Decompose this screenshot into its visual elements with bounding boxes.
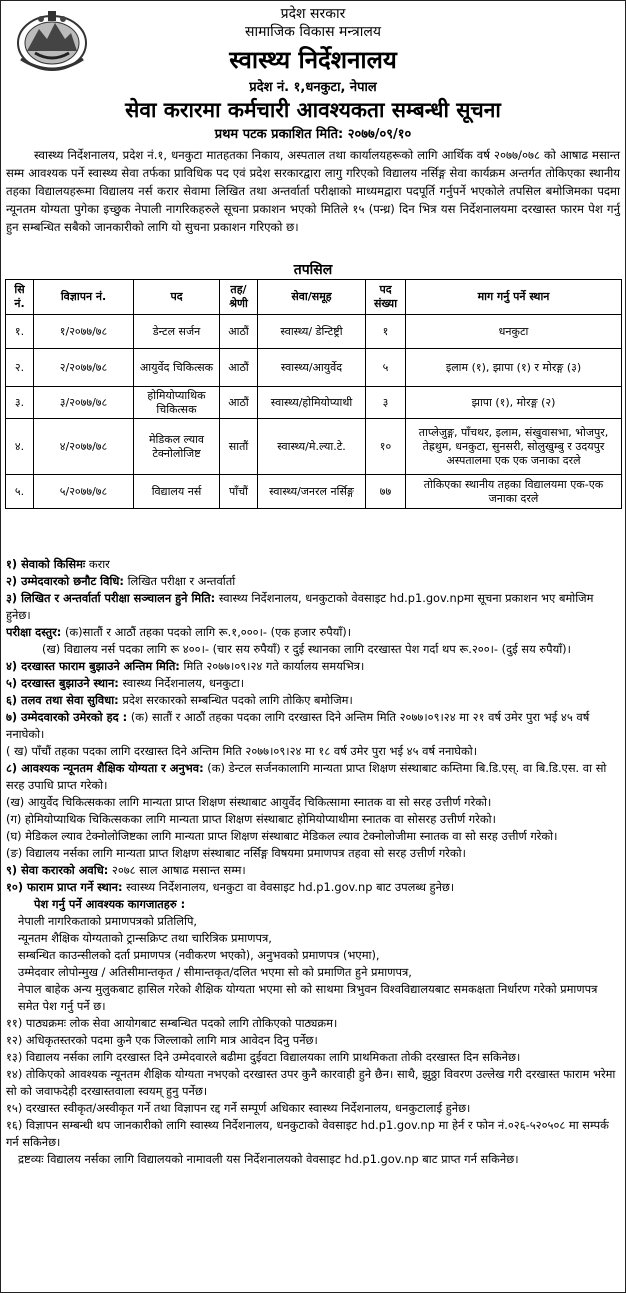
table-row — [6, 315, 622, 349]
cell: १. — [6, 315, 34, 349]
item-text: (ङ) विद्यालय नर्सका लागि मान्यता प्राप्त शिक्षण संस्थाबाट नर्सिङ्ग विषयमा प्रमाणपत्र तहवा सो सरह उत्तीर्ण गरेको। — [6, 846, 466, 860]
item-authority — [6, 1100, 620, 1117]
cell: १/२०७७/७८ — [34, 315, 134, 349]
cell: ७७ — [366, 475, 406, 509]
col-location: माग गर्नु पर्ने स्थान — [406, 280, 622, 315]
cell: ३. — [6, 387, 34, 419]
vacancy-table — [5, 279, 622, 509]
item-age-limit — [6, 709, 620, 743]
item-text: स्वास्थ्य निर्देशनालय, धनकुटाको वेवसाइट hd.p1.gov.npमा सूचना प्रकाशन भए बमोजिम हुनेछ। — [6, 591, 594, 622]
document-item — [6, 913, 620, 930]
item-text: १२) अधिकृतस्तरको पदमा कुनै एक जिल्लाको लागि मात्र आवेदन दिनु पर्नेछ। — [6, 1033, 318, 1047]
table-row — [6, 475, 622, 509]
cell: २/२०७७/७८ — [34, 349, 134, 387]
item-text: (क) डेन्टल सर्जनकालागि मान्यता प्राप्त शिक्षण संस्थाबाट कम्तिमा बि.डि.एस्. वा बि.डि.एस. वा सो सरह उपाधि प्राप्त गरेको। — [6, 761, 607, 792]
cell: धनकुटा — [406, 315, 622, 349]
cell: ताप्लेजुङ्ग, पाँचथर, इलाम, संखुवासभा, भोजपुर, तेह्रथुम, धनकुटा, सुनसरी, सोलुखुम्बु र उदयपुर अस्पतालमा एक एक जनाका दरले — [406, 419, 622, 475]
cell: स्वास्थ्य/जनरल नर्सिङ्ग — [258, 475, 366, 509]
item-label: ९) सेवा करारको अवधि: — [6, 863, 109, 877]
item-documents-heading — [6, 896, 620, 913]
notice-header — [1, 1, 625, 142]
cell: ५. — [6, 475, 34, 509]
cell: ४. — [6, 419, 34, 475]
item-text: करार — [85, 557, 110, 571]
col-post-count: पद संख्या — [366, 280, 406, 315]
item-exam-fee — [6, 624, 620, 641]
item-text: १३) विद्यालय नर्सका लागि दरखास्त दिने उम्मेदवारले बढीमा दुईवटा विद्यालयका लागि प्राथमिकता तोकी दरखास्त दिन सकिनेछ। — [6, 1050, 521, 1064]
cell: पाँचौं — [220, 475, 258, 509]
item-text: ( ख) पाँचौं तहका पदका लागि दरखास्त दिने अन्तिम मिति २०७७।०९।२४ मा १८ वर्ष उमेर पुरा भई ४५ वर्ष ननाघेको। — [6, 744, 478, 758]
item-label: ७) उम्मेदवारको उमेरको हद : — [6, 710, 128, 724]
item-syllabus — [6, 1015, 620, 1032]
item-text: (ख) आयुर्वेद चिकित्सकका लागि मान्यता प्राप्त शिक्षण संस्थाबाट आयुर्वेद चिकित्सामा स्नातक वा सो सरह उत्तीर्ण गरेको। — [6, 795, 492, 809]
item-qualification-e — [6, 845, 620, 862]
item-text: लिखित परीक्षा र अन्तर्वार्ता — [123, 574, 236, 588]
item-qualification-c — [6, 811, 620, 828]
item-text: (क) सातौं र आठौं तहका पदका लागि दरखास्त दिने अन्तिम मिति २०७७।०९।२४ मा २१ वर्ष उमेर पुरा भई ४५ वर्ष ननाघेको। — [6, 710, 590, 741]
publish-date: प्रथम पटक प्रकाशित मिति: २०७७/०९/१० — [214, 127, 412, 142]
cell: आठौं — [220, 387, 258, 419]
cell: विद्यालय नर्स — [134, 475, 220, 509]
notice-title: सेवा करारमा कर्मचारी आवश्यकता सम्बन्धी सूचना — [125, 98, 501, 122]
item-contract-period — [6, 862, 620, 879]
cell: स्वास्थ्य/ डेन्टिष्ट्री — [258, 315, 366, 349]
province-government-label: प्रदेश सरकार — [280, 6, 346, 22]
table-row — [6, 419, 622, 475]
cell: इलाम (१), झापा (१) र मोरङ्ग (३) — [406, 349, 622, 387]
table-row — [6, 387, 622, 419]
item-text: (ग) होमियोप्याथिक चिकित्सकका लागि मान्यता प्राप्त शिक्षण संस्थाबाट होमियोप्याथीमा स्नातक वा सोसरह उत्तीर्ण गरेको। — [6, 812, 496, 826]
item-label: १) सेवाको किसिमः — [6, 557, 86, 571]
cell: आयुर्वेद चिकित्सक — [134, 349, 220, 387]
item-form-place — [6, 879, 620, 896]
item-invalid-application — [6, 1066, 620, 1100]
item-salary — [6, 692, 620, 709]
item-text: नेपाल बाहेक अन्य मुलुकबाट हासिल गरेको शैक्षिक योग्यता भएमा सो को साथमा त्रिभुवन विश्वविद्यालयबाट समकक्षता निर्धारण गरेको प्रमाणपत्र समेत पेश गर्नु पर्ने छ। — [18, 982, 598, 1013]
item-qualification — [6, 760, 620, 794]
item-text: स्वास्थ्य निर्देशनालय, धनकुटा वा वेवसाइट hd.p1.gov.np बाट उपलब्ध हुनेछ। — [122, 880, 455, 894]
item-exam-fee-b — [6, 641, 620, 658]
item-text: प्रदेश सरकारको सम्बन्धित पदको लागि तोकिए बमोजिम। — [118, 693, 353, 707]
ministry-label: सामाजिक विकास मन्त्रालय — [245, 24, 381, 40]
cell: ३ — [366, 387, 406, 419]
cell: ५ — [366, 349, 406, 387]
item-text: (घ) मेडिकल ल्याव टेक्नोलोजिष्टका लागि मान्यता प्राप्त शिक्षण संस्थाबाट मेडिकल ल्याव टेक्नोलोजीमा स्नातक वा सो सरह उत्तीर्ण गरेको। — [6, 829, 558, 843]
col-serial: सि नं. — [6, 280, 34, 315]
item-qualification-b — [6, 794, 620, 811]
item-text: न्यूनतम शैक्षिक योग्यताको ट्रान्सक्रिप्ट तथा चारित्रिक प्रमाणपत्र, — [18, 931, 272, 945]
table-row — [6, 349, 622, 387]
item-text: स्वास्थ्य निर्देशनालय, धनकुटा। — [118, 676, 245, 690]
office-title: स्वास्थ्य निर्देशनालय — [229, 46, 397, 74]
document-item — [6, 981, 620, 1015]
item-text: मिति २०७७।०९।२४ गते कार्यालय समयभित्र। — [179, 659, 365, 673]
office-address: प्रदेश नं. १,धनकुटा, नेपाल — [249, 80, 377, 95]
cell: आठौं — [220, 349, 258, 387]
item-exam-date — [6, 590, 620, 624]
cell: स्वास्थ्य/आयुर्वेद — [258, 349, 366, 387]
item-label: २) उम्मेदवारको छनौट विधि: — [6, 574, 124, 588]
item-submit-place — [6, 675, 620, 692]
col-level: तह/ श्रेणी — [220, 280, 258, 315]
cell: ४/२०७७/७८ — [34, 419, 134, 475]
item-two-schools — [6, 1049, 620, 1066]
item-text: ११) पाठ्यक्रमः लोक सेवा आयोगबाट सम्बन्धित पदको लागि तोकिएको पाठ्यक्रम। — [6, 1016, 338, 1030]
cell: २. — [6, 349, 34, 387]
col-ad-number: विज्ञापन नं. — [34, 280, 134, 315]
item-text: सम्बन्धित काउन्सीलको दर्ता प्रमाणपत्र (नवीकरण भएको), अनुभवको प्रमाणपत्र (भएमा), — [18, 948, 380, 962]
item-text: १६) विज्ञापन सम्बन्धी थप जानकारीको लागि स्वास्थ्य निर्देशनालय, धनकुटाको वेवसाइट hd.p1.gov.np मा हेर्न र फोन नं.०२६-५२०५०८ मा सम्पर्क गर्न सकिनेछ। — [6, 1118, 609, 1149]
document-item — [6, 930, 620, 947]
conditions-list — [6, 556, 620, 1168]
col-post: पद — [134, 280, 220, 315]
cell: स्वास्थ्य/मे.ल्या.टे. — [258, 419, 366, 475]
item-text: १४) तोकिएको आवश्यक न्यूनतम शैक्षिक योग्यता नभएको दरखास्त उपर कुनै कारवाही हुने छैन। साथै, झुठ्ठा विवरण उल्लेख गरी दरखास्त फाराम भरेमा सो को जवाफदेही दरखास्तवाला स्वयम् हुनु पर्नेछ। — [6, 1067, 616, 1098]
col-service-group: सेवा/समूह — [258, 280, 366, 315]
intro-paragraph: स्वास्थ्य निर्देशनालय, प्रदेश नं.१, धनकुटा मातहतका निकाय, अस्पताल तथा कार्यालयहरूको लागि आर्थिक वर्ष २०७७/०७८ को आषाढ मसान्त सम्म आवश्यक पर्ने स्वास्थ्य सेवा तर्फका प्राविधिक पद एवं प्रदेश सरकारद्वारा लागु गरिएको विद्यालय नर्सिङ्ग सेवा कार्यक्रम अन्तर्गत तोकिएका स्थानीय तहका विद्यालयहरूमा विद्यालय नर्स करार सेवामा लिखित तथा अन्तर्वार्ता परीक्षाको माध्यमद्वारा पदपूर्ति गर्नुपर्ने भएकोले तपसिल बमोजिमका पदमा न्यूनतम योग्यता पुगेका इच्छुक नेपाली नागरिकहरुले सूचना प्रकाशन भएको मितिले १५ (पन्ध्र) दिन भित्र यस निर्देशनालयमा दरखास्त फारम पेश गर्नु हुन सम्बन्धित सबैको जानकारीको लागि यो सुचना प्रकाशन गरिएको छ। — [6, 148, 620, 234]
table-header-row — [6, 280, 622, 315]
cell: तोकिएका स्थानीय तहका विद्यालयमा एक-एक जनाका दरले — [406, 475, 622, 509]
cell: होमियोप्याथिक चिकित्सक — [134, 387, 220, 419]
item-note — [6, 1151, 620, 1168]
cell: ३/२०७७/७८ — [34, 387, 134, 419]
document-item — [6, 947, 620, 964]
cell: आठौं — [220, 315, 258, 349]
item-selection-method — [6, 573, 620, 590]
item-one-district — [6, 1032, 620, 1049]
item-label: ८) आवश्यक न्यूनतम शैक्षिक योग्यता र अनुभव: — [6, 761, 204, 775]
item-label: ६) तलव तथा सेवा सुविधा: — [6, 693, 119, 707]
item-text: नेपाली नागरिकताको प्रमाणपत्रको प्रतिलिपि, — [18, 914, 198, 928]
item-label: ४) दरखास्त फाराम बुझाउने अन्तिम मिति: — [6, 659, 180, 673]
item-text: (ख) विद्यालय नर्स पदका लागि रू ४००।- (चार सय रुपैयाँ) र दुई स्थानका लागि दरखास्त पेश गर्दा थप रू.२००।- (दुई सय रुपैयाँ)। — [42, 642, 571, 656]
item-text: (क)सातौं र आठौं तहका पदको लागि रू.१,०००।- (एक हजार रुपैयाँ)। — [61, 625, 352, 639]
cell: स्वास्थ्य/होमियोप्याथी — [258, 387, 366, 419]
cell: ५/२०७७/७८ — [34, 475, 134, 509]
cell: सातौं — [220, 419, 258, 475]
item-text: १५) दरखास्त स्वीकृत/अस्वीकृत गर्ने तथा विज्ञापन रद्द गर्ने सम्पूर्ण अधिकार स्वास्थ्य निर्देशनालय, धनकुटालाई हुनेछ। — [6, 1101, 471, 1115]
item-label: पेश गर्नु पर्ने आवश्यक कागजातहरु : — [34, 897, 186, 911]
item-service-type — [6, 556, 620, 573]
item-age-limit-b — [6, 743, 620, 760]
item-deadline — [6, 658, 620, 675]
document-item — [6, 964, 620, 981]
schedule-heading: तपसिल — [293, 262, 333, 278]
item-label: ५) दरखास्त बुझाउने स्थान: — [6, 676, 119, 690]
item-label: परीक्षा दस्तुर: — [6, 625, 62, 639]
cell: १ — [366, 315, 406, 349]
cell: १० — [366, 419, 406, 475]
item-contact — [6, 1117, 620, 1151]
cell: मेडिकल ल्याव टेक्नोलोजिष्ट — [134, 419, 220, 475]
item-qualification-d — [6, 828, 620, 845]
item-label: १०) फाराम प्राप्त गर्ने स्थान: — [6, 880, 123, 894]
item-label: ३) लिखित र अन्तर्वार्ता परीक्षा सञ्चालन हुने मिति: — [6, 591, 216, 605]
cell: झापा (१), मोरङ्ग (२) — [406, 387, 622, 419]
cell: डेन्टल सर्जन — [134, 315, 220, 349]
item-text: उम्मेदवार लोपोन्मुख / अतिसीमान्तकृत / सीमान्तकृत/दलित भएमा सो को प्रमाणित हुने प्रमाणपत्र, — [18, 965, 412, 979]
item-text: २०७८ साल आषाढ मसान्त सम्म। — [108, 863, 246, 877]
item-text: द्रष्टव्यः विद्यालय नर्सका लागि विद्यालयको नामावली यस निर्देशनालयको वेवसाइट hd.p1.gov.np बाट प्राप्त गर्न सकिनेछ। — [18, 1152, 519, 1166]
